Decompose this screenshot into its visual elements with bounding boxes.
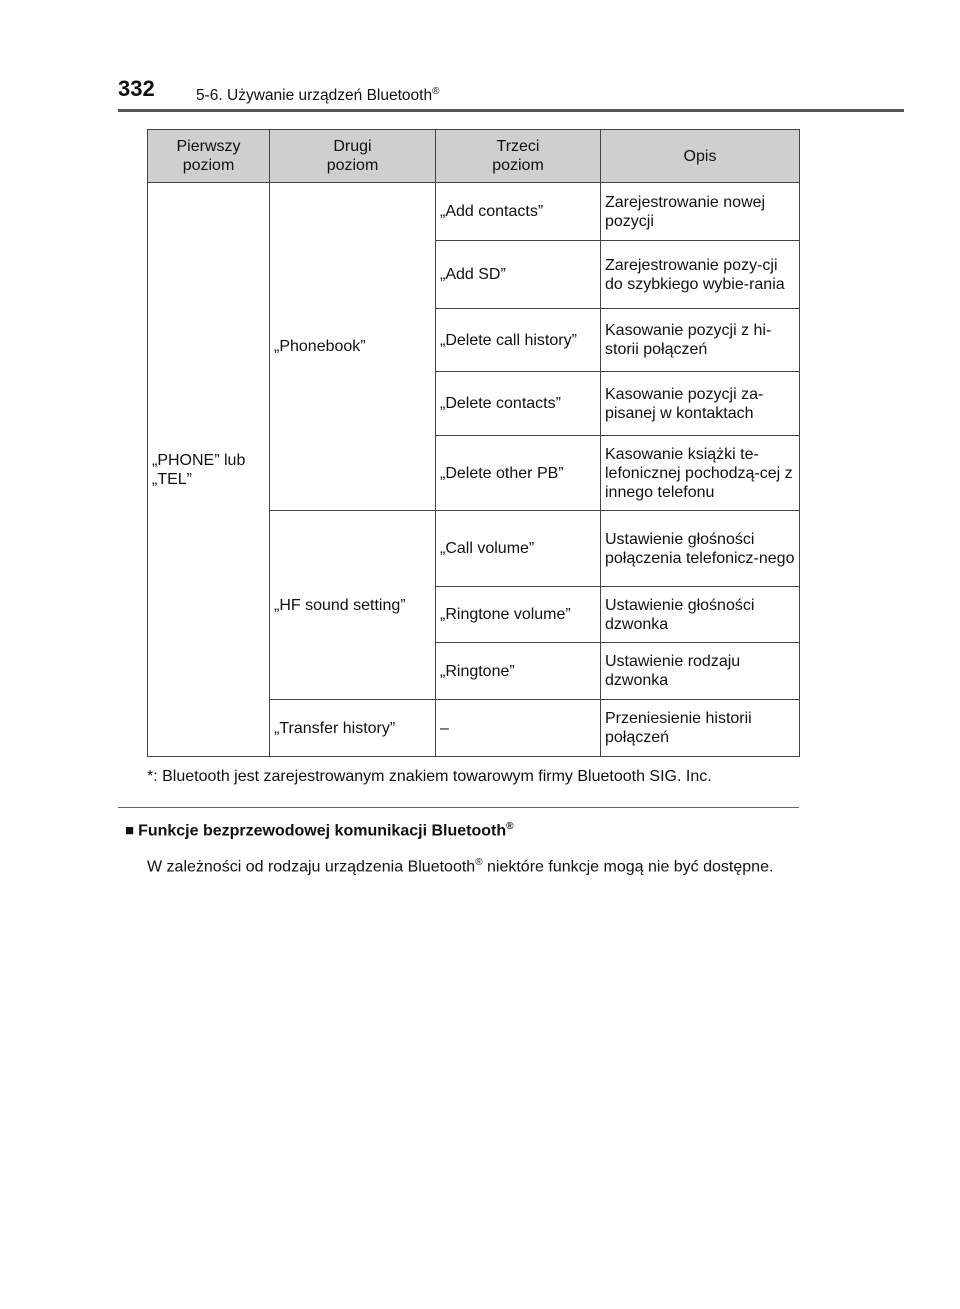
- column-header-description: Opis: [601, 130, 800, 183]
- description-cell: Ustawienie głośności połączenia telefonicz-nego: [601, 511, 800, 587]
- level2-cell: „Phonebook”: [270, 183, 436, 511]
- info-body: [147, 851, 799, 879]
- info-body-text-part1: W zależności od rodzaju urządzenia Bluetooth: [147, 858, 476, 876]
- section-title: [196, 86, 439, 105]
- column-header-third-level: Trzeci poziom: [436, 130, 601, 183]
- level3-cell: –: [436, 700, 601, 757]
- level3-cell: „Add SD”: [436, 241, 601, 309]
- level2-cell: „HF sound setting”: [270, 511, 436, 700]
- level3-cell: „Delete other PB”: [436, 436, 601, 511]
- description-cell: Ustawienie głośności dzwonka: [601, 587, 800, 643]
- header-rule: [118, 109, 904, 112]
- level1-cell: „PHONE” lub „TEL”: [148, 183, 270, 757]
- level3-cell: „Ringtone volume”: [436, 587, 601, 643]
- page-number: 332: [118, 76, 155, 101]
- registered-mark: ®: [506, 821, 514, 832]
- description-cell: Kasowanie pozycji z hi-storii połączeń: [601, 309, 800, 372]
- description-cell: Ustawienie rodzaju dzwonka: [601, 643, 800, 700]
- level3-cell: „Add contacts”: [436, 183, 601, 241]
- menu-table: [147, 129, 800, 757]
- section-divider: [118, 807, 799, 808]
- description-cell: Kasowanie pozycji za-pisanej w kontaktach: [601, 372, 800, 436]
- info-heading: [125, 821, 513, 840]
- footnote: *: Bluetooth jest zarejestrowanym znakiem towarowym firmy Bluetooth SIG. Inc.: [147, 768, 712, 785]
- square-bullet-icon: ■: [125, 822, 135, 840]
- description-cell: Kasowanie książki te-lefonicznej pochodzą-cej z innego telefonu: [601, 436, 800, 511]
- level3-cell: „Call volume”: [436, 511, 601, 587]
- level3-cell: „Ringtone”: [436, 643, 601, 700]
- level2-cell: „Transfer history”: [270, 700, 436, 757]
- registered-mark: ®: [475, 857, 483, 868]
- section-title-text: 5-6. Używanie urządzeń Bluetooth: [196, 87, 433, 105]
- description-cell: Zarejestrowanie pozy-cji do szybkiego wybie-rania: [601, 241, 800, 309]
- info-body-text-part2: niektóre funkcje mogą nie być dostępne.: [482, 858, 774, 876]
- column-header-first-level: Pierwszy poziom: [148, 130, 270, 183]
- level3-cell: „Delete call history”: [436, 309, 601, 372]
- column-header-second-level: Drugi poziom: [270, 130, 436, 183]
- table-header-row: [148, 130, 800, 183]
- registered-mark: ®: [432, 86, 440, 97]
- table-row: [148, 183, 800, 241]
- description-cell: Zarejestrowanie nowej pozycji: [601, 183, 800, 241]
- info-heading-text: Funkcje bezprzewodowej komunikacji Bluetooth: [138, 822, 507, 840]
- level3-cell: „Delete contacts”: [436, 372, 601, 436]
- description-cell: Przeniesienie historii połączeń: [601, 700, 800, 757]
- page-header: [118, 74, 904, 114]
